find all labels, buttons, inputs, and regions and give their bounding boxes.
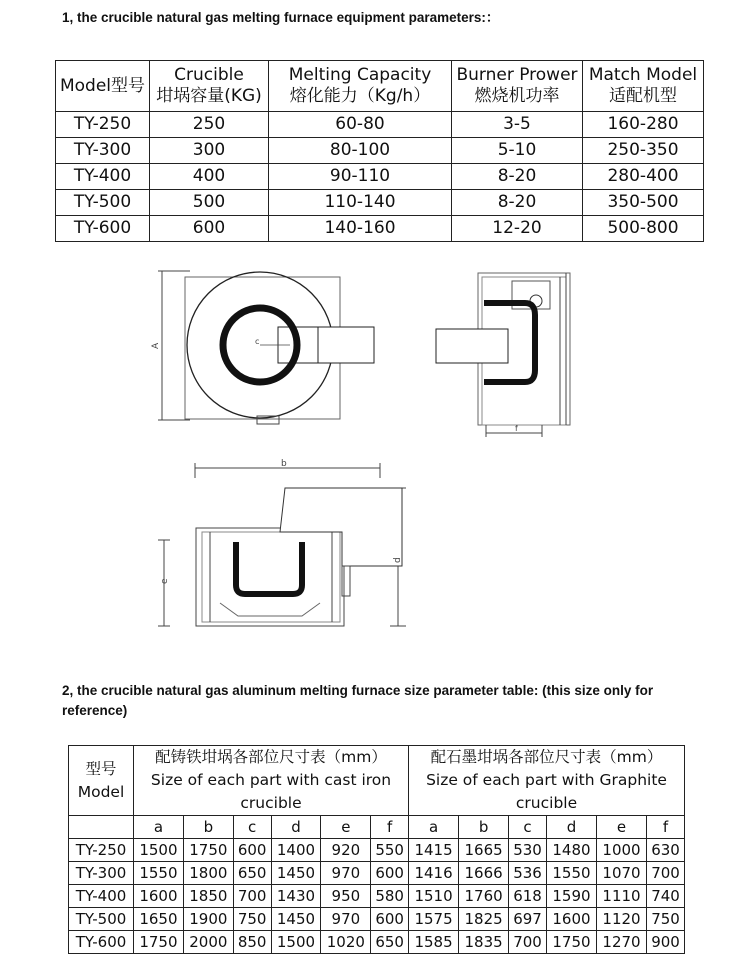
header-match-zh: 适配机型 bbox=[609, 86, 677, 106]
cell: 1585 bbox=[409, 931, 459, 954]
cell-match: 350-500 bbox=[583, 190, 704, 216]
dim-label-d: d bbox=[393, 557, 403, 563]
header-model bbox=[69, 746, 134, 816]
cell-crucible: 250 bbox=[150, 112, 269, 138]
cell: 550 bbox=[371, 839, 409, 862]
subheader-b: b bbox=[459, 816, 509, 839]
cell: 1550 bbox=[134, 862, 184, 885]
cell: 1750 bbox=[134, 931, 184, 954]
subheader-e: e bbox=[321, 816, 371, 839]
cell: 1430 bbox=[271, 885, 321, 908]
table-subheader-row bbox=[69, 816, 685, 839]
cell-crucible: 500 bbox=[150, 190, 269, 216]
cell-crucible: 300 bbox=[150, 138, 269, 164]
cell-crucible: 400 bbox=[150, 164, 269, 190]
cell-capacity: 140-160 bbox=[269, 216, 452, 242]
cell: 1600 bbox=[546, 908, 596, 931]
cell: 530 bbox=[509, 839, 547, 862]
cell: 1665 bbox=[459, 839, 509, 862]
dim-label-a: A bbox=[151, 342, 161, 349]
cast-iron-zh: 配铸铁坩埚各部位尺寸表（mm） bbox=[155, 748, 387, 766]
cell-capacity: 110-140 bbox=[269, 190, 452, 216]
cell-model: TY-300 bbox=[69, 862, 134, 885]
subheader-c: c bbox=[233, 816, 271, 839]
header-graphite-group bbox=[409, 746, 685, 816]
cell: 1900 bbox=[183, 908, 233, 931]
cell: 1450 bbox=[271, 862, 321, 885]
table-row bbox=[69, 839, 685, 862]
header-match-model bbox=[583, 61, 704, 112]
cell: 1590 bbox=[546, 885, 596, 908]
graphite-zh: 配石墨坩埚各部位尺寸表（mm） bbox=[430, 748, 663, 766]
cell: 920 bbox=[321, 839, 371, 862]
header-burner-power bbox=[452, 61, 583, 112]
cell: 1020 bbox=[321, 931, 371, 954]
cell: 600 bbox=[233, 839, 271, 862]
cell-capacity: 60-80 bbox=[269, 112, 452, 138]
cell: 1000 bbox=[596, 839, 646, 862]
subheader-f: f bbox=[371, 816, 409, 839]
subheader-blank bbox=[69, 816, 134, 839]
dim-label-b: b bbox=[281, 459, 287, 469]
section-1-heading: 1, the crucible natural gas melting furnace equipment parameters:： bbox=[62, 10, 500, 25]
subheader-b: b bbox=[183, 816, 233, 839]
furnace-top-view-drawing bbox=[150, 265, 395, 430]
table-row bbox=[69, 931, 685, 954]
table-header-row bbox=[69, 746, 685, 816]
furnace-side-section-drawing bbox=[430, 265, 580, 445]
cell: 618 bbox=[509, 885, 547, 908]
cell-match: 160-280 bbox=[583, 112, 704, 138]
subheader-d: d bbox=[546, 816, 596, 839]
header-burner-en: Burner Prower bbox=[456, 65, 578, 85]
cell: 700 bbox=[509, 931, 547, 954]
cell-burner: 8-20 bbox=[452, 164, 583, 190]
table-row bbox=[56, 190, 704, 216]
header-burner-zh: 燃烧机功率 bbox=[474, 86, 560, 106]
table-row bbox=[69, 908, 685, 931]
cell: 536 bbox=[509, 862, 547, 885]
cell-burner: 12-20 bbox=[452, 216, 583, 242]
cell: 750 bbox=[647, 908, 685, 931]
cell-match: 250-350 bbox=[583, 138, 704, 164]
cell-model: TY-500 bbox=[69, 908, 134, 931]
cell: 1750 bbox=[183, 839, 233, 862]
cell: 1750 bbox=[546, 931, 596, 954]
cell: 1120 bbox=[596, 908, 646, 931]
cell: 580 bbox=[371, 885, 409, 908]
cell: 1666 bbox=[459, 862, 509, 885]
dim-label-c: c bbox=[255, 337, 260, 346]
cell: 1480 bbox=[546, 839, 596, 862]
cell: 1510 bbox=[409, 885, 459, 908]
cell-match: 280-400 bbox=[583, 164, 704, 190]
cell-model: TY-500 bbox=[56, 190, 150, 216]
cell-model: TY-250 bbox=[56, 112, 150, 138]
header-crucible-en: Crucible bbox=[174, 65, 244, 85]
table-row bbox=[56, 216, 704, 242]
cell: 1575 bbox=[409, 908, 459, 931]
header-crucible-zh: 坩埚容量(KG) bbox=[156, 86, 262, 106]
header-cast-iron-group bbox=[134, 746, 409, 816]
cell-crucible: 600 bbox=[150, 216, 269, 242]
subheader-f: f bbox=[647, 816, 685, 839]
header-melting-en: Melting Capacity bbox=[288, 65, 432, 85]
cell: 750 bbox=[233, 908, 271, 931]
cell: 697 bbox=[509, 908, 547, 931]
size-parameter-table bbox=[68, 745, 685, 954]
cell: 1850 bbox=[183, 885, 233, 908]
cell: 700 bbox=[647, 862, 685, 885]
cell: 1400 bbox=[271, 839, 321, 862]
cell: 970 bbox=[321, 862, 371, 885]
cell: 1800 bbox=[183, 862, 233, 885]
header-melting-zh: 熔化能力（Kg/h） bbox=[289, 86, 431, 106]
cell-model: TY-250 bbox=[69, 839, 134, 862]
graphite-en: Size of each part with Graphite bbox=[426, 771, 667, 789]
cell-model: TY-400 bbox=[69, 885, 134, 908]
cell: 1550 bbox=[546, 862, 596, 885]
cell: 1600 bbox=[134, 885, 184, 908]
cell: 600 bbox=[371, 908, 409, 931]
cell: 1416 bbox=[409, 862, 459, 885]
subheader-e: e bbox=[596, 816, 646, 839]
cell-capacity: 80-100 bbox=[269, 138, 452, 164]
cell: 1835 bbox=[459, 931, 509, 954]
cell: 1500 bbox=[134, 839, 184, 862]
cell-model: TY-300 bbox=[56, 138, 150, 164]
cell-burner: 5-10 bbox=[452, 138, 583, 164]
cell: 1110 bbox=[596, 885, 646, 908]
table-row bbox=[56, 112, 704, 138]
cell-model: TY-400 bbox=[56, 164, 150, 190]
cell-match: 500-800 bbox=[583, 216, 704, 242]
subheader-a: a bbox=[409, 816, 459, 839]
table-row bbox=[69, 885, 685, 908]
cell: 950 bbox=[321, 885, 371, 908]
cell: 1450 bbox=[271, 908, 321, 931]
cell-capacity: 90-110 bbox=[269, 164, 452, 190]
cast-iron-en: Size of each part with cast iron bbox=[150, 771, 392, 789]
cell-burner: 3-5 bbox=[452, 112, 583, 138]
cell: 1270 bbox=[596, 931, 646, 954]
subheader-d: d bbox=[271, 816, 321, 839]
cell-burner: 8-20 bbox=[452, 190, 583, 216]
header-match-en: Match Model bbox=[588, 65, 698, 85]
header-model-label: Model型号 bbox=[59, 75, 146, 96]
table-row bbox=[69, 862, 685, 885]
cast-iron-en2: crucible bbox=[240, 794, 302, 812]
cell: 650 bbox=[371, 931, 409, 954]
cell: 600 bbox=[371, 862, 409, 885]
dim-label-e: e bbox=[160, 578, 170, 584]
crucible-profile bbox=[236, 542, 302, 594]
subheader-c: c bbox=[509, 816, 547, 839]
cell: 850 bbox=[233, 931, 271, 954]
cell: 970 bbox=[321, 908, 371, 931]
header-model bbox=[56, 61, 150, 112]
cell: 1415 bbox=[409, 839, 459, 862]
equipment-parameters-table bbox=[55, 60, 704, 242]
header-crucible bbox=[150, 61, 269, 112]
cell: 900 bbox=[647, 931, 685, 954]
cell: 1500 bbox=[271, 931, 321, 954]
table-header-row bbox=[56, 61, 704, 112]
header-melting-capacity bbox=[269, 61, 452, 112]
cell: 1650 bbox=[134, 908, 184, 931]
cell: 2000 bbox=[183, 931, 233, 954]
table-row bbox=[56, 138, 704, 164]
header-model-en: Model bbox=[77, 782, 125, 801]
dim-label-f: f bbox=[515, 424, 518, 433]
table-row bbox=[56, 164, 704, 190]
cell-model: TY-600 bbox=[56, 216, 150, 242]
subheader-a: a bbox=[134, 816, 184, 839]
cell: 1760 bbox=[459, 885, 509, 908]
furnace-front-section-drawing bbox=[150, 458, 420, 633]
header-model-zh: 型号 bbox=[85, 759, 117, 778]
cell: 700 bbox=[233, 885, 271, 908]
cell: 630 bbox=[647, 839, 685, 862]
graphite-en2: crucible bbox=[515, 794, 578, 812]
cell: 650 bbox=[233, 862, 271, 885]
section-2-heading: 2, the crucible natural gas aluminum melting furnace size parameter table: (this size only for reference) bbox=[62, 683, 654, 718]
cell: 1825 bbox=[459, 908, 509, 931]
cell: 1070 bbox=[596, 862, 646, 885]
cell-model: TY-600 bbox=[69, 931, 134, 954]
cell: 740 bbox=[647, 885, 685, 908]
